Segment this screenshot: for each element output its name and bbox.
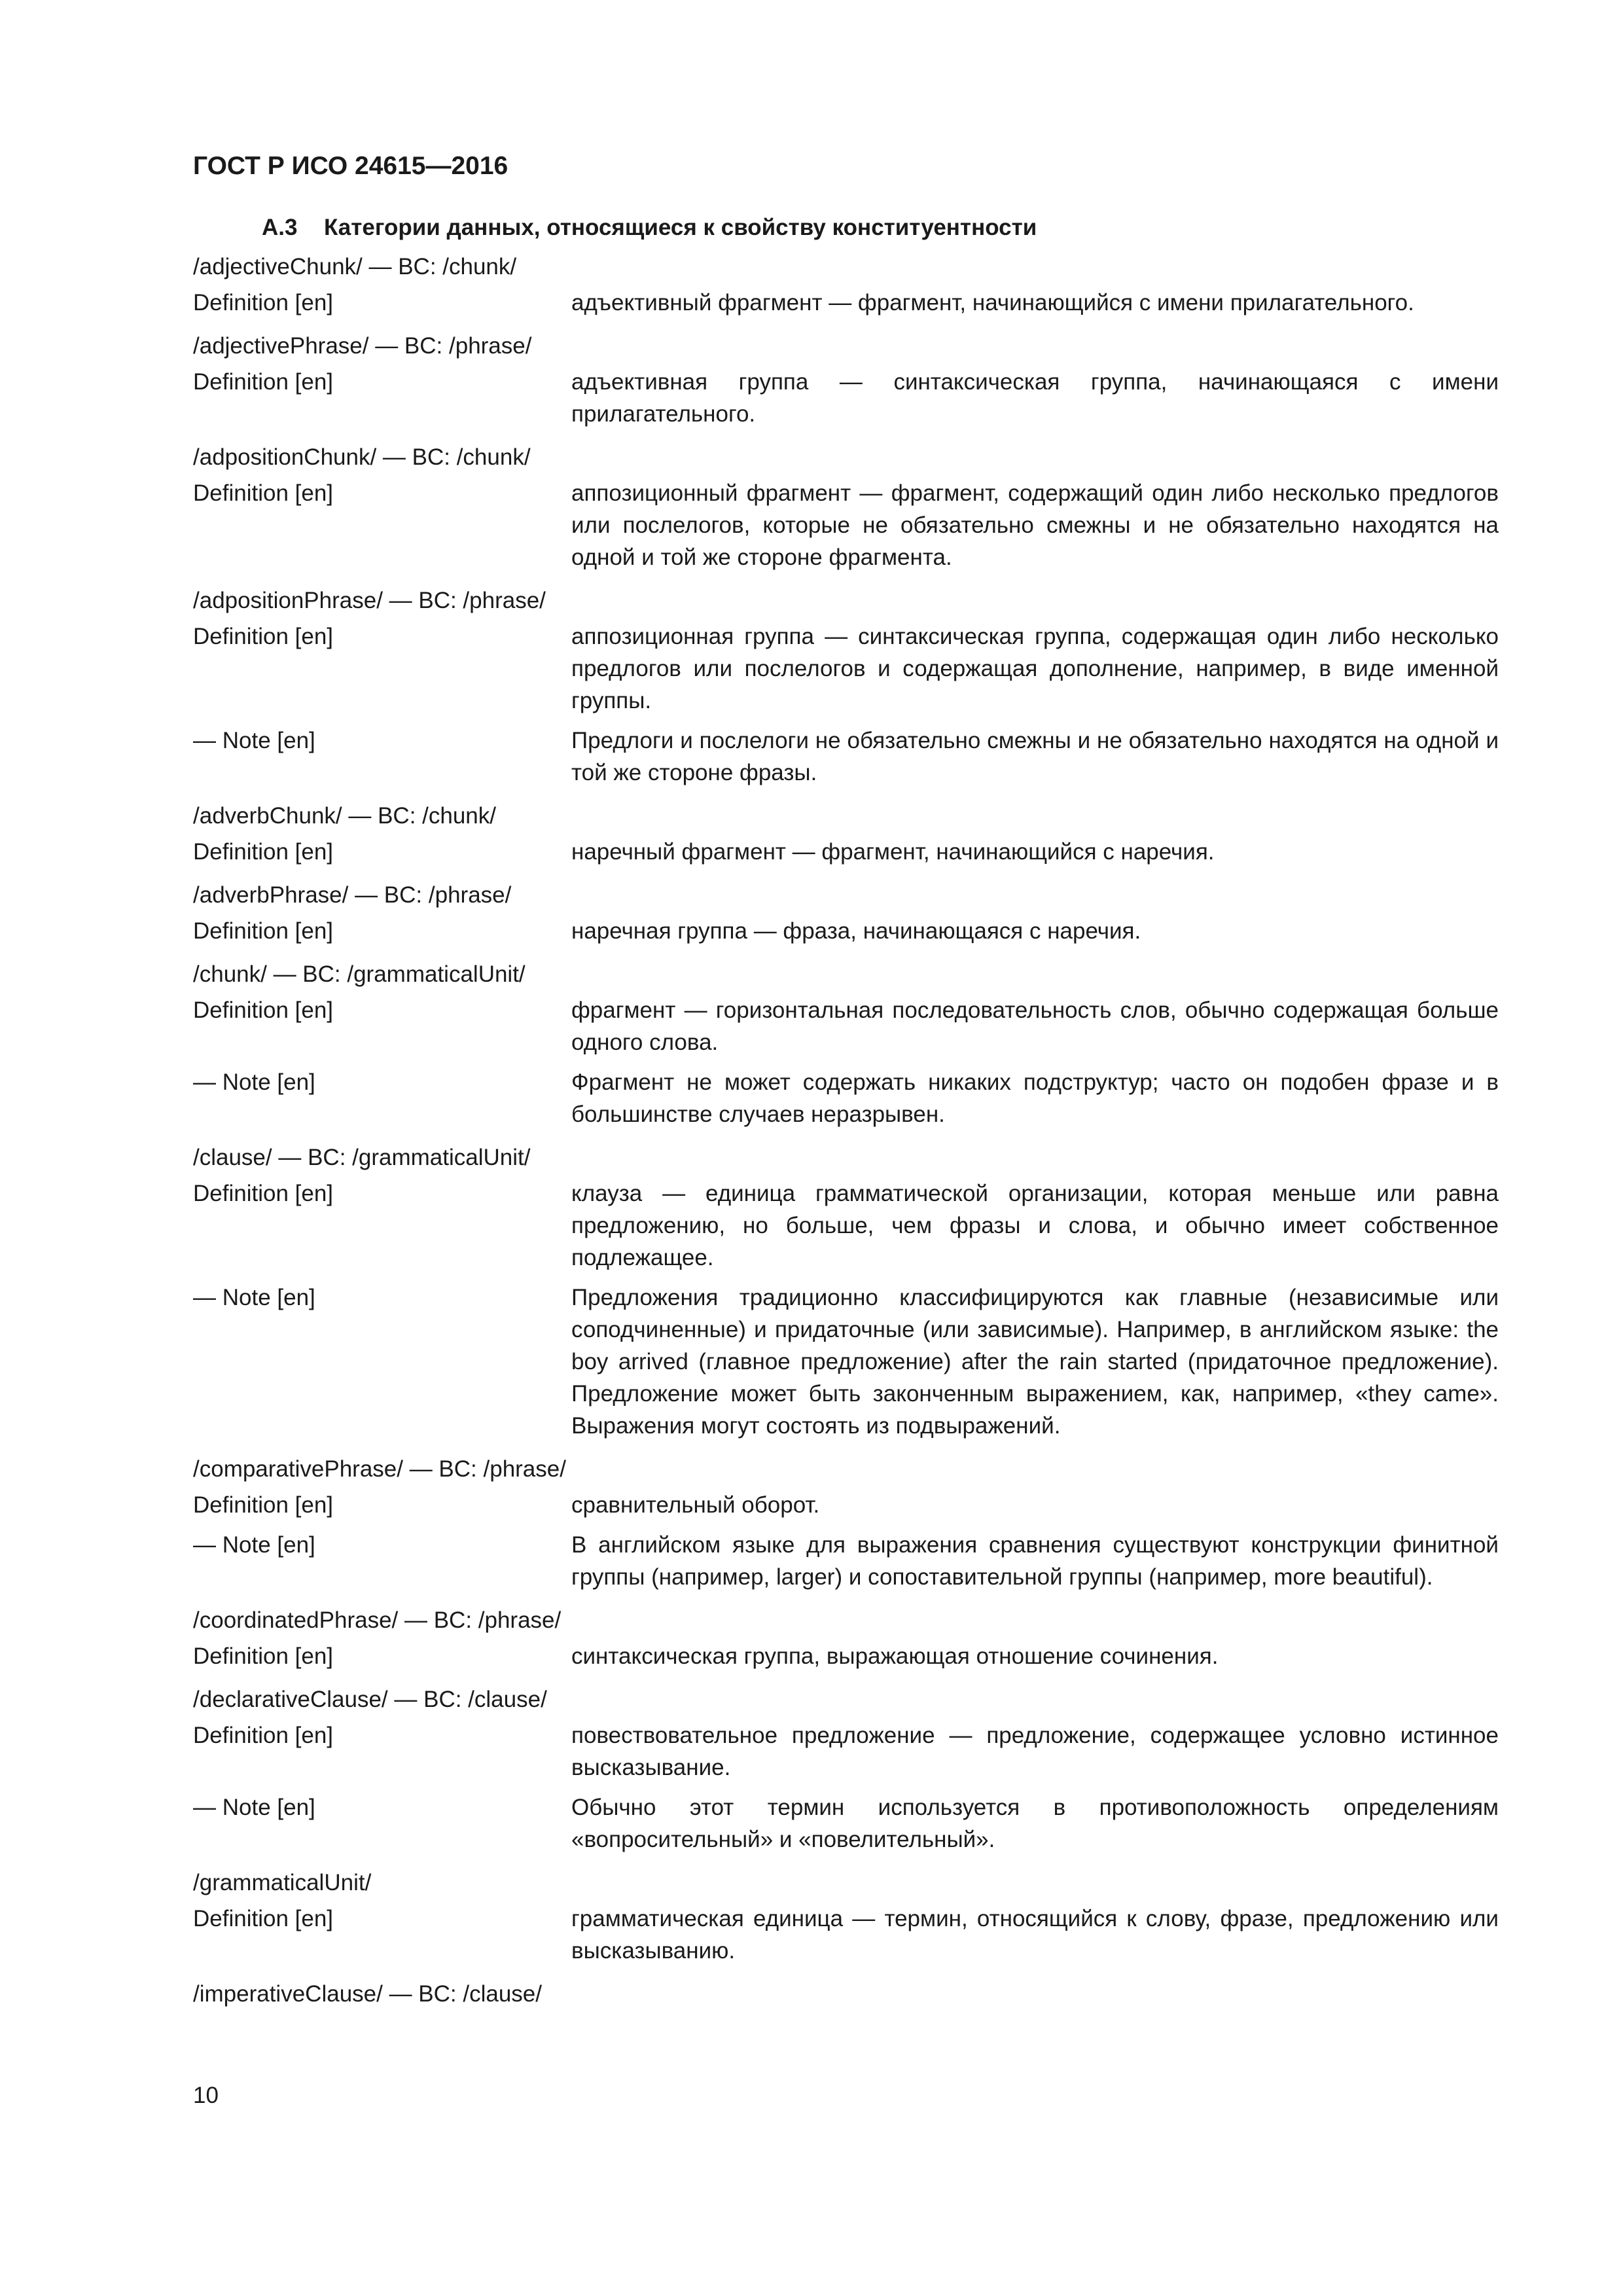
entries-list bbox=[193, 247, 1499, 2014]
entry-label: — Note [en] bbox=[193, 1532, 315, 1558]
entry-text: адъективная группа — синтаксическая группа, начинающаяся с имени прилагательного. bbox=[571, 369, 1499, 427]
entry-row bbox=[193, 1640, 1499, 1672]
entry-label: Definition [en] bbox=[193, 1181, 334, 1206]
entry-row bbox=[193, 620, 1499, 717]
entry-label: — Note [en] bbox=[193, 1069, 315, 1095]
section-number: А.3 bbox=[262, 215, 298, 240]
entry-label: Definition [en] bbox=[193, 480, 334, 506]
entry-row bbox=[193, 994, 1499, 1058]
entry-text: синтаксическая группа, выражающая отношение сочинения. bbox=[571, 1643, 1219, 1669]
entry-label: Definition [en] bbox=[193, 1906, 334, 1931]
category-heading: /chunk/ — BC: /grammaticalUnit/ bbox=[193, 961, 526, 987]
category-heading: /grammaticalUnit/ bbox=[193, 1870, 372, 1895]
entry-row bbox=[193, 1489, 1499, 1521]
category-heading: /adjectiveChunk/ — BC: /chunk/ bbox=[193, 254, 517, 279]
entry-row bbox=[193, 287, 1499, 319]
entry-row bbox=[193, 1791, 1499, 1856]
entry-text: аппозиционная группа — синтаксическая группа, содержащая один либо несколько предлогов или послелогов и содержащая дополнение, например, в виде именной группы. bbox=[571, 624, 1499, 713]
category-heading: /coordinatedPhrase/ — BC: /phrase/ bbox=[193, 1607, 562, 1633]
entry-label: Definition [en] bbox=[193, 839, 334, 865]
document-page bbox=[193, 151, 1499, 2014]
entry-row bbox=[193, 477, 1499, 573]
entry-text: Фрагмент не может содержать никаких подструктур; часто он подобен фразе и в большинстве случаев неразрывен. bbox=[571, 1069, 1499, 1127]
entry-row bbox=[193, 836, 1499, 868]
entry-label: Definition [en] bbox=[193, 918, 334, 944]
entry-row bbox=[193, 915, 1499, 947]
entry-row bbox=[193, 1529, 1499, 1593]
entry-text: Предлоги и послелоги не обязательно смежны и не обязательно находятся на одной и той же стороне фразы. bbox=[571, 728, 1499, 785]
category-heading: /clause/ — BC: /grammaticalUnit/ bbox=[193, 1145, 531, 1170]
category-heading: /imperativeClause/ — BC: /clause/ bbox=[193, 1981, 542, 2007]
entry-row bbox=[193, 1066, 1499, 1130]
page-number: 10 bbox=[193, 2083, 219, 2108]
category-heading: /declarativeClause/ — BC: /clause/ bbox=[193, 1687, 547, 1712]
entry-label: — Note [en] bbox=[193, 728, 315, 753]
entry-label: Definition [en] bbox=[193, 997, 334, 1023]
entry-text: аппозиционный фрагмент — фрагмент, содержащий один либо несколько предлогов или послелогов, которые не обязательно смежны и не обязательно находятся на одной и той же стороне фрагмента. bbox=[571, 480, 1499, 570]
entry-text: грамматическая единица — термин, относящийся к слову, фразе, предложению или высказыванию. bbox=[571, 1906, 1499, 1964]
entry-row bbox=[193, 1177, 1499, 1274]
entry-label: Definition [en] bbox=[193, 290, 334, 315]
entry-row bbox=[193, 1719, 1499, 1784]
category-heading: /adverbChunk/ — BC: /chunk/ bbox=[193, 803, 496, 829]
entry-row bbox=[193, 366, 1499, 430]
entry-label: Definition [en] bbox=[193, 369, 334, 395]
entry-label: Definition [en] bbox=[193, 1492, 334, 1518]
entry-text: сравнительный оборот. bbox=[571, 1492, 820, 1518]
entry-row bbox=[193, 725, 1499, 789]
document-header: ГОСТ Р ИСО 24615—2016 bbox=[193, 152, 508, 180]
entry-row bbox=[193, 1903, 1499, 1967]
entry-label: Definition [en] bbox=[193, 624, 334, 649]
category-heading: /comparativePhrase/ — BC: /phrase/ bbox=[193, 1456, 566, 1482]
entry-label: — Note [en] bbox=[193, 1285, 315, 1310]
section-title: Категории данных, относящиеся к свойству конституентности bbox=[324, 215, 1037, 240]
entry-text: наречная группа — фраза, начинающаяся с наречия. bbox=[571, 918, 1141, 944]
entry-text: адъективный фрагмент — фрагмент, начинающийся с имени прилагательного. bbox=[571, 290, 1414, 315]
entry-text: Обычно этот термин используется в противоположность определениям «вопросительный» и «повелительный». bbox=[571, 1795, 1499, 1852]
category-heading: /adpositionPhrase/ — BC: /phrase/ bbox=[193, 588, 546, 613]
section-heading bbox=[262, 213, 1499, 242]
entry-text: наречный фрагмент — фрагмент, начинающийся с наречия. bbox=[571, 839, 1215, 865]
category-heading: /adjectivePhrase/ — BC: /phrase/ bbox=[193, 333, 532, 359]
entry-text: В английском языке для выражения сравнения существуют конструкции финитной группы (например, larger) и сопоставительной группы (например, more beautiful). bbox=[571, 1532, 1499, 1590]
entry-label: — Note [en] bbox=[193, 1795, 315, 1820]
entry-text: фрагмент — горизонтальная последовательность слов, обычно содержащая больше одного слова. bbox=[571, 997, 1499, 1055]
entry-label: Definition [en] bbox=[193, 1643, 334, 1669]
category-heading: /adpositionChunk/ — BC: /chunk/ bbox=[193, 444, 531, 470]
entry-text: повествовательное предложение — предложение, содержащее условно истинное высказывание. bbox=[571, 1723, 1499, 1780]
entry-text: Предложения традиционно классифицируются как главные (независимые или соподчиненные) и придаточные (или зависимые). Например, в английском языке: the boy arrived (главное предложение) after the rain started (придаточное предложение). Предложение может быть законченным выражением, как, например, «they came». Выражения могут состоять из подвыражений. bbox=[571, 1285, 1499, 1439]
entry-label: Definition [en] bbox=[193, 1723, 334, 1748]
category-heading: /adverbPhrase/ — BC: /phrase/ bbox=[193, 882, 512, 908]
entry-row bbox=[193, 1282, 1499, 1442]
entry-text: клауза — единица грамматической организации, которая меньше или равна предложению, но больше, чем фразы и слова, и обычно имеет собственное подлежащее. bbox=[571, 1181, 1499, 1270]
